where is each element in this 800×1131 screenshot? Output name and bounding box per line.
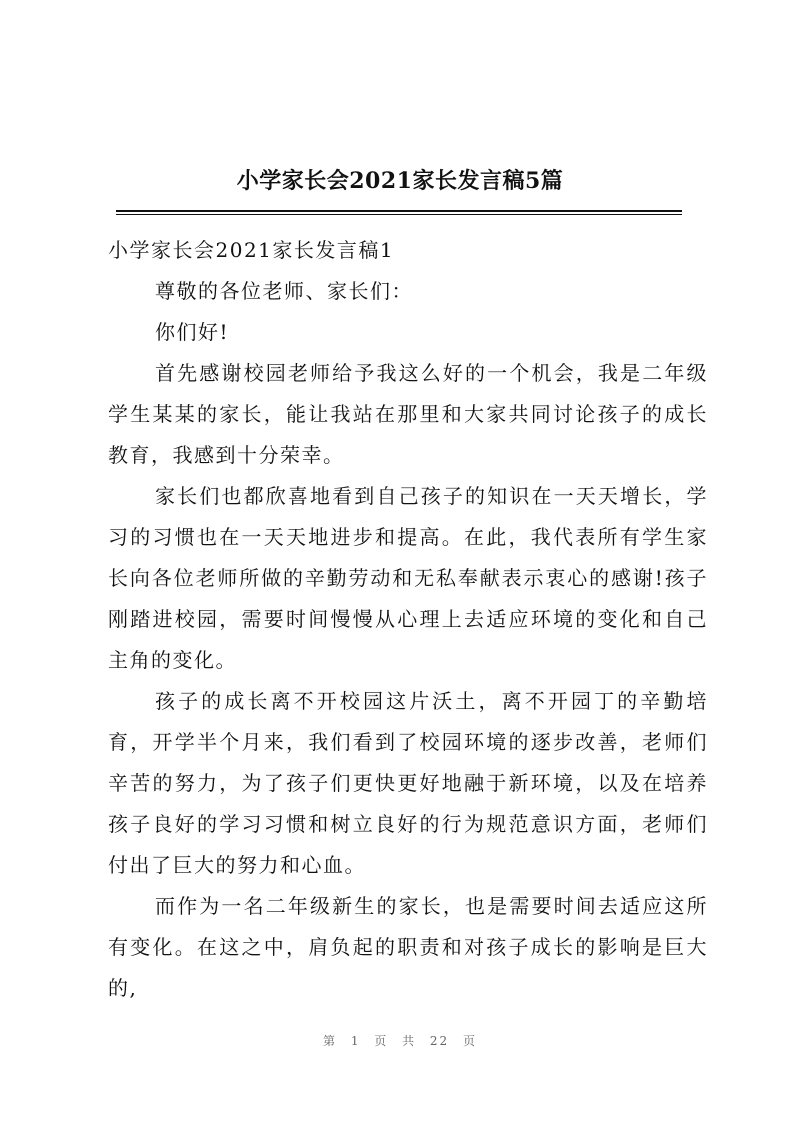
- paragraph-salutation: 尊敬的各位老师、家长们：: [155, 279, 413, 303]
- page-title: 小学家长会2021家长发言稿5篇: [236, 168, 564, 194]
- title-divider: [116, 210, 682, 212]
- document-body: [108, 230, 708, 1009]
- title-divider-thin: [116, 214, 682, 215]
- paragraph-2: 家长们也都欣喜地看到自己孩子的知识在一天天增长，学习的习惯也在一天天地进步和提高。在此，我代表所有学生家长向各位老师所做的辛勤劳动和无私奉献表示衷心的感谢!孩子刚踏进校园，需要时间慢慢从心理上去适应环境的变化和自己主角的变化。: [108, 484, 708, 672]
- paragraph-greeting: 你们好!: [155, 320, 230, 344]
- paragraph-4: 而作为一名二年级新生的家长，也是需要时间去适应这所有变化。在这之中，肩负起的职责和对孩子成长的影响是巨大的,: [108, 894, 708, 1000]
- paragraph-1: 首先感谢校园老师给予我这么好的一个机会，我是二年级学生某某的家长，能让我站在那里和大家共同讨论孩子的成长教育，我感到十分荣幸。: [108, 361, 708, 467]
- paragraph-3: 孩子的成长离不开校园这片沃土，离不开园丁的辛勤培育，开学半个月来，我们看到了校园环境的逐步改善，老师们辛苦的努力，为了孩子们更快更好地融于新环境，以及在培养孩子良好的学习习惯和树立良好的行为规范意识方面，老师们付出了巨大的努力和心血。: [108, 689, 708, 877]
- section-heading: 小学家长会2021家长发言稿1: [108, 238, 395, 262]
- page-footer: 第 1 页 共 22 页: [323, 1034, 477, 1048]
